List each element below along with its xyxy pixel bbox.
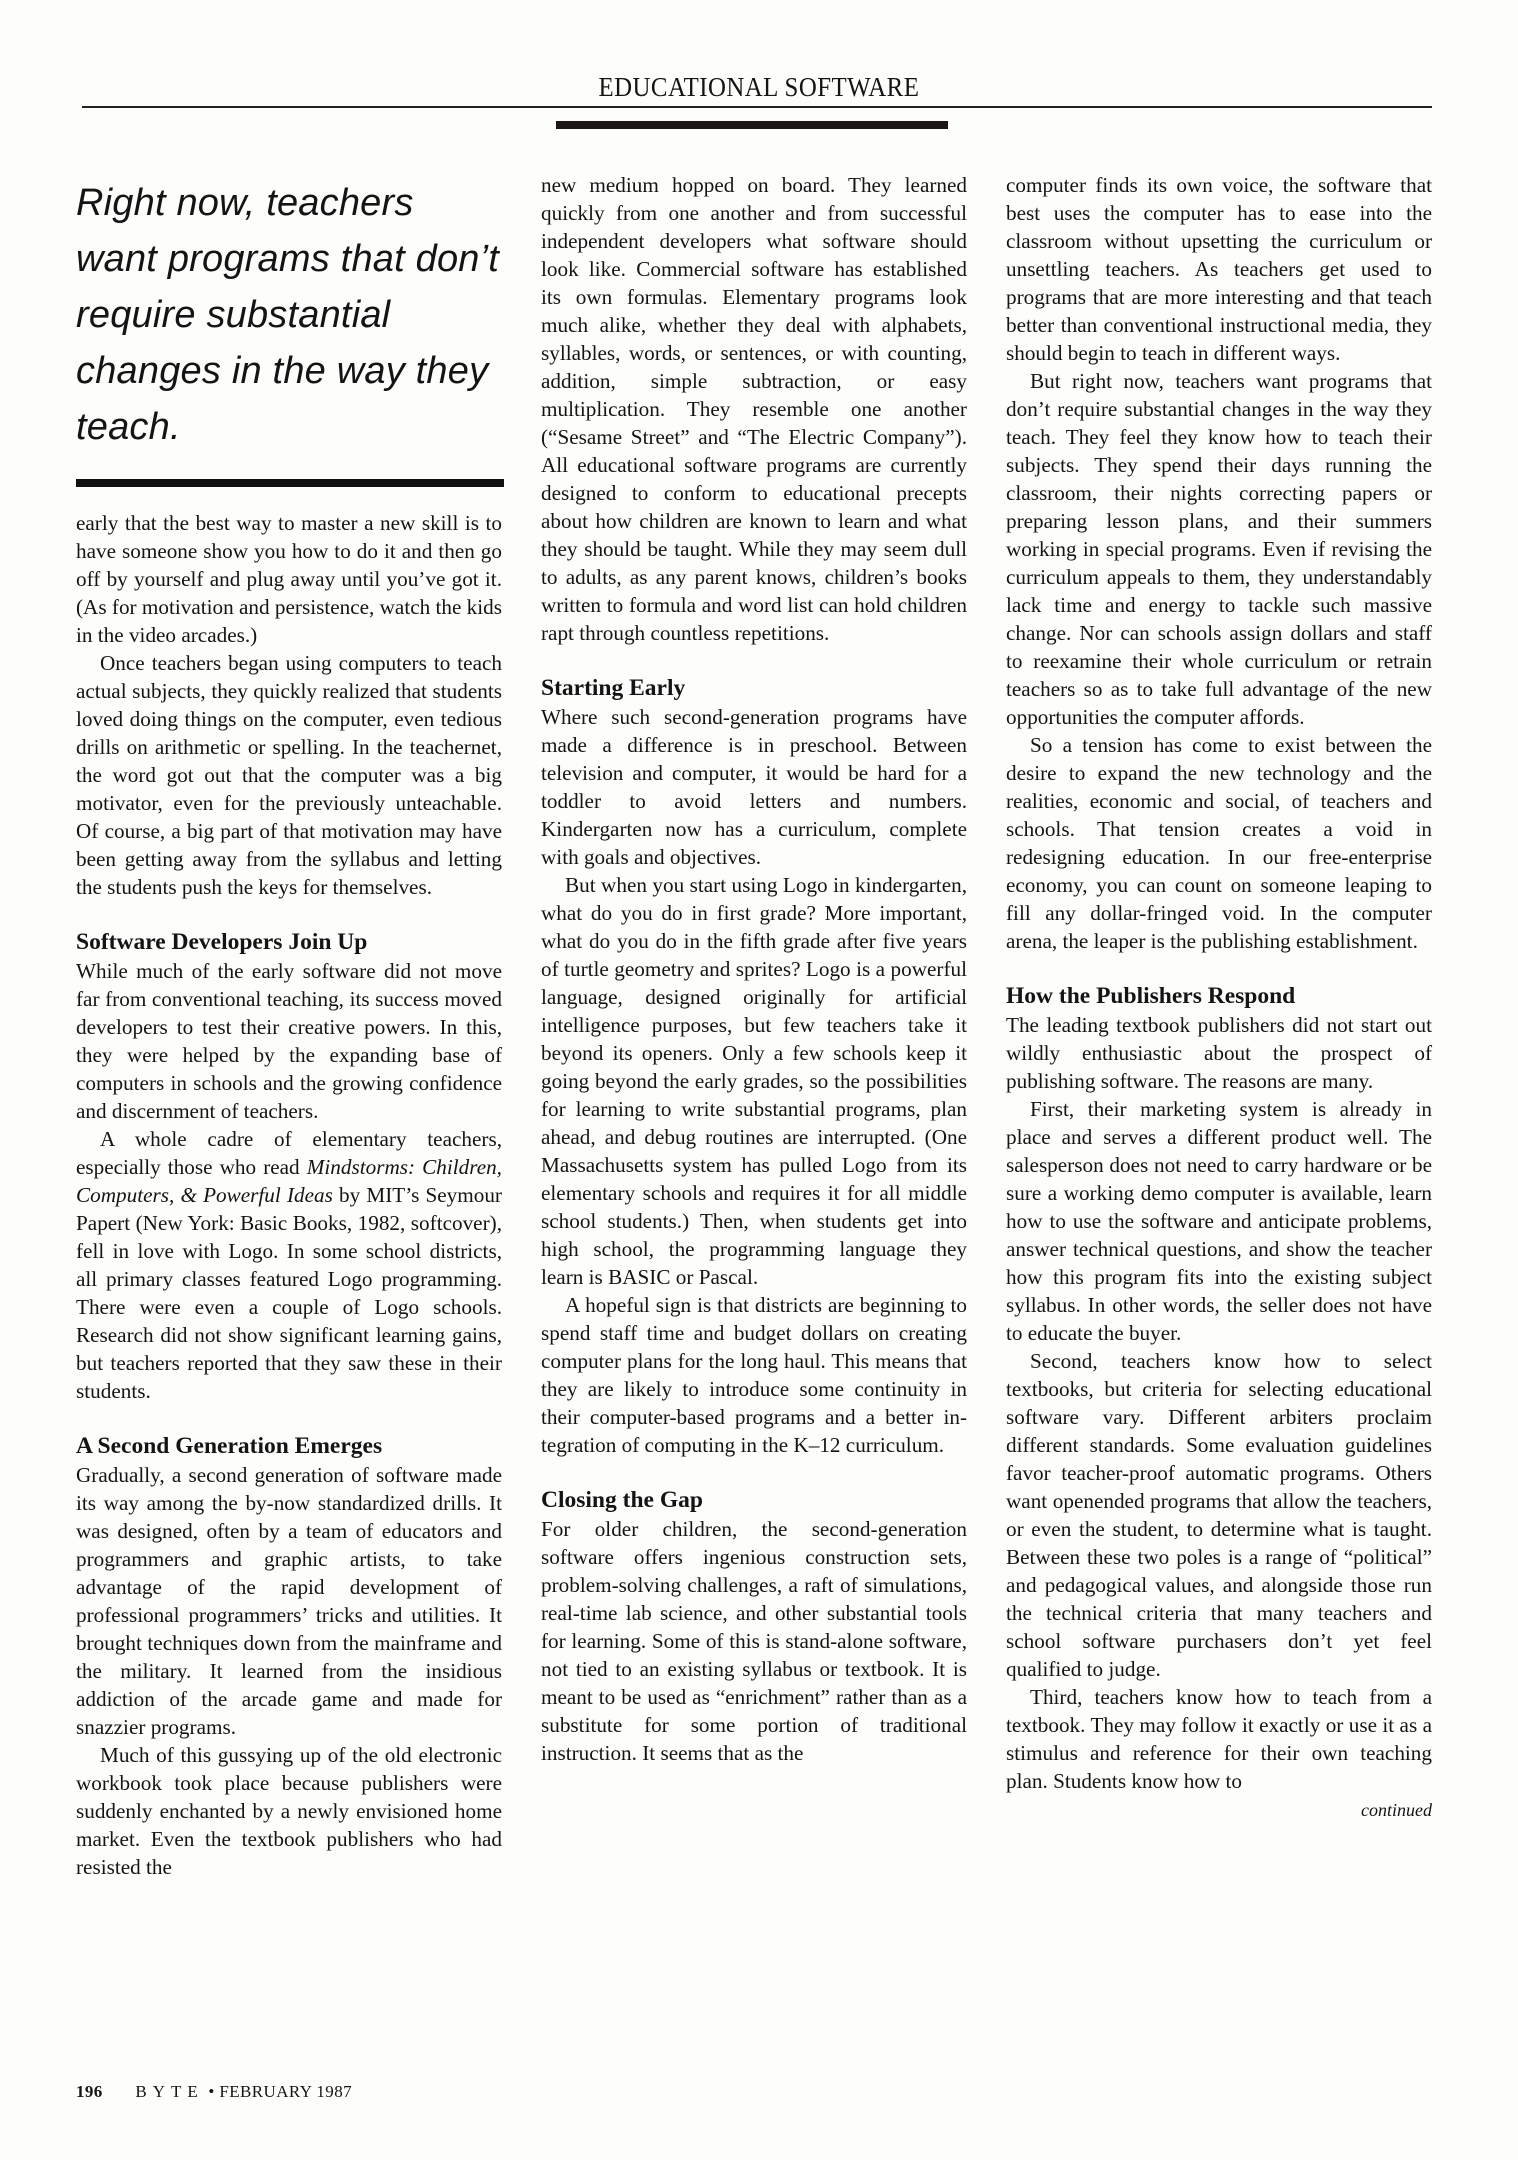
paragraph: computer finds its own voice, the software that best uses the computer has to ease into the classroom without upsetting the curriculum or unsettling teachers. As teachers get used to programs that are more interesting and that teach better than conventional instructional media, they should begin to teach in different ways. <box>1006 173 1432 365</box>
paragraph: A hopeful sign is that districts are beginning to spend staff time and budget dollars on creating computer plans for the long haul. This means that they are likely to introduce some continuity in their computer-based programs and a better integration of computing in the K–12 curriculum. <box>541 1293 967 1457</box>
paragraph: Third, teachers know how to teach from a textbook. They may follow it exactly or use it as a stimulus and reference for their own teaching plan. Students know how to <box>1006 1685 1432 1793</box>
paragraph: Gradually, a second generation of software made its way among the by-now standardized drills. It was designed, often by a team of educators and programmers and graphic artists, to take advantage of the rapid development of professional programmers’ tricks and utilities. It brought techniques down from the mainframe and the military. It learned from the insidious addiction of the arcade game and made for snazzier programs. <box>76 1463 502 1739</box>
paragraph: Once teachers began using computers to teach actual subjects, they quickly realized that students loved doing things on the computer, even tedious drills on arithmetic or spelling. In the teachernet, the word got out that the computer was a big motivator, even for the previously unteachable. Of course, a big part of that motivation may have been getting away from the syllabus and letting the students push the keys for themselves. <box>76 651 502 899</box>
subheading-starting-early: Starting Early <box>541 675 686 701</box>
paragraph: While much of the early software did not move far from conventional teaching, its success moved developers to test their creative powers. In this, they were helped by the expanding base of computers in schools and the growing confidence and discernment of teachers. <box>76 959 502 1123</box>
footer-separator: • <box>208 2082 215 2101</box>
running-head-section-title: EDUCATIONAL SOFTWARE <box>598 72 920 102</box>
issue-date: FEBRUARY 1987 <box>219 2082 352 2101</box>
subheading-closing-the-gap: Closing the Gap <box>541 1487 703 1513</box>
paragraph-text: by MIT’s Seymour Papert (New York: Basic Books, 1982, softcover), fell in love with Logo. In some school districts, all primary classes featured Logo programming. There were even a couple of Logo schools. Research did not show significant learning gains, but teachers reported that they saw these in their students. <box>76 1183 502 1403</box>
header-bar <box>556 121 948 129</box>
paragraph: But right now, teachers want programs that don’t require substantial changes in the way they teach. They feel they know how to teach their subjects. They spend their days running the classroom, their nights correcting papers or preparing lesson plans, and their summers working in special programs. Even if revising the curriculum appeals to them, they understandably lack time and energy to tackle such massive change. Nor can schools assign dollars and staff to reexamine their whole curriculum or retrain teachers so as to take full advantage of the new opportunities the computer affords. <box>1006 369 1432 729</box>
header-rule <box>82 106 1432 108</box>
subheading-software-developers: Software Developers Join Up <box>76 929 368 955</box>
paragraph: Second, teachers know how to select textbooks, but criteria for selecting educational software vary. Different arbiters proclaim different standards. Some evaluation guidelines favor teacher-proof automatic programs. Others want openended programs that allow the teachers, or even the student, to determine what is taught. Between these two poles is a range of “political” and pedagogical values, and alongside those run the technical criteria that many teachers and school software purchasers don’t yet feel qualified to judge. <box>1006 1349 1432 1681</box>
paragraph: So a tension has come to exist between the desire to expand the new technology and the realities, economic and social, of teachers and schools. That tension creates a void in redesigning education. In our free-enterprise economy, you can count on someone leaping to fill any dollar-fringed void. In the computer arena, the leaper is the publishing establishment. <box>1006 733 1432 953</box>
page-number: 196 <box>76 2082 103 2101</box>
pull-quote-rule <box>76 479 504 487</box>
paragraph: The leading textbook publishers did not start out wildly enthusiastic about the prospect of publishing software. The reasons are many. <box>1006 1013 1432 1093</box>
magazine-name: BYTE <box>135 2082 204 2101</box>
subheading-publishers-respond: How the Publishers Respond <box>1006 983 1296 1009</box>
column-3 <box>1006 171 1432 1823</box>
column-2 <box>541 171 967 1767</box>
paragraph: Where such second-generation programs have made a difference is in preschool. Between television and computer, it would be hard for a toddler to avoid letters and numbers. Kindergarten now has a curriculum, complete with goals and objectives. <box>541 705 967 869</box>
paragraph <box>76 1125 502 1405</box>
continued-label: continued <box>1361 1800 1432 1820</box>
pull-quote: Right now, teachers want programs that don’t require substantial changes in the way they teach. <box>76 182 500 448</box>
paragraph: First, their marketing system is already in place and serves a different product well. The salesperson does not need to carry hardware or be sure a working demo computer is available, learn how to use the software and anticipate problems, answer technical questions, and show the teacher how this program fits into the existing subject syllabus. In other words, the seller does not have to educate the buyer. <box>1006 1097 1432 1345</box>
paragraph: Much of this gussying up of the old electronic workbook took place because publishers were suddenly enchanted by a newly envisioned home market. Even the textbook publishers who had resisted the <box>76 1743 502 1879</box>
column-1 <box>76 175 502 1881</box>
paragraph: new medium hopped on board. They learned quickly from one another and from successful independent developers what software should look like. Commercial software has established its own formulas. Elementary programs look much alike, whether they deal with alphabets, syllables, words, or sentences, or with counting, addition, simple subtraction, or easy multiplication. They resemble one another (“Sesame Street” and “The Electric Company”). All educational software programs are currently designed to conform to educational precepts about how children are known to learn and what they should be taught. While they may seem dull to adults, as any parent knows, children’s books written to formula and word list can hold children rapt through countless repetitions. <box>541 173 967 645</box>
page-footer <box>76 2082 352 2102</box>
paragraph: For older children, the second-generation software offers ingenious construction sets, problem-solving challenges, a raft of simulations, real-time lab science, and other substantial tools for learning. Some of this is stand-alone software, not tied to an existing syllabus or textbook. It is meant to be used as “enrichment” rather than as a substitute for some portion of traditional instruction. It seems that as the <box>541 1517 967 1765</box>
paragraph-text: A whole cadre of elementary teachers, especially those who read <box>76 1127 502 1179</box>
paragraph: early that the best way to master a new skill is to have someone show you how to do it and then go off by yourself and plug away until you’ve got it. (As for motivation and persistence, watch the kids in the video arcades.) <box>76 511 502 647</box>
book-title: Mindstorms: Children, Computers, & Powerful Ideas <box>76 1155 502 1207</box>
paragraph: But when you start using Logo in kindergarten, what do you do in first grade? More important, what do you do in the fifth grade after five years of turtle geometry and sprites? Logo is a powerful language, designed originally for artificial intelligence purposes, but few teachers take it beyond its openers. Only a few schools keep it going beyond the early grades, so the possibilities for learning to write substantial programs, plan ahead, and debug routines are interrupted. (One Massachusetts system has pulled Logo from its elementary schools and requires it for all middle school students.) Then, when students get into high school, the programming language they learn is BASIC or Pascal. <box>541 873 967 1289</box>
subheading-second-generation: A Second Generation Emerges <box>76 1433 383 1459</box>
